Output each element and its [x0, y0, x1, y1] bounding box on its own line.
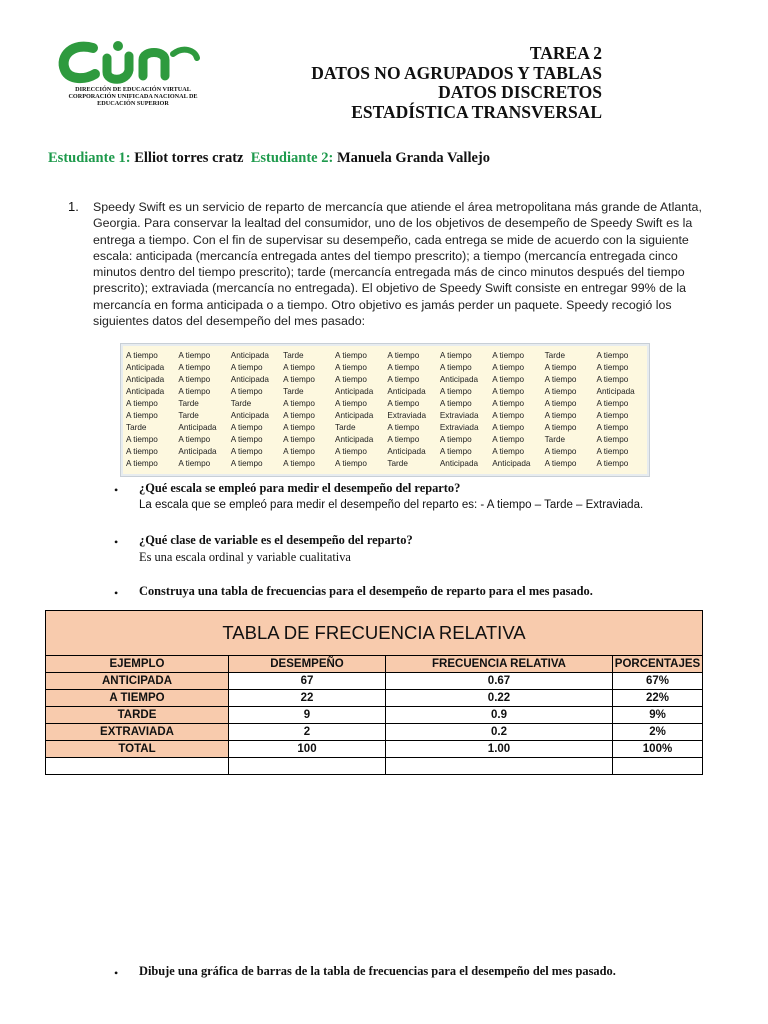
data-table-cell: A tiempo — [283, 399, 315, 408]
data-table-cell: Anticipada — [596, 387, 635, 396]
data-table-cell: A tiempo — [283, 459, 315, 468]
data-table-cell: A tiempo — [544, 423, 577, 432]
data-table-cell: A tiempo — [596, 435, 629, 444]
data-table-cell: A tiempo — [596, 411, 629, 420]
data-table-cell: A tiempo — [178, 387, 211, 396]
data-table-cell: A tiempo — [492, 387, 525, 396]
row-label: EXTRAVIADA — [46, 724, 229, 741]
question-text: Speedy Swift es un servicio de reparto de mercancía que atiende el área metropolitana más grande de Atlanta, Georgia. Para conservar la lealtad del consumidor, uno de los objetivos de desempeño de Speedy Swift es la entrega a tiempo. Con el fin de supervisar su desempeño, cada entrega se mide de acuerdo con la siguiente escala: anticipada (mercancía entregada antes del tiempo prescrito); a tiempo (mercancía entregada cinco minutos dentro del tiempo prescrito); tarde (mercancía entregada más de cinco minutos después del tiempo prescrito); extraviada (mercancía no entregada). El objetivo de Speedy Swift consiste en entregar 99% de la mercancía en forma anticipada o a tiempo. Otro objetivo es jamás perder un paquete. Speedy recogió los siguientes datos del desempeño del mes pasado: — [93, 200, 702, 329]
data-table-cell: Anticipada — [335, 411, 374, 420]
data-table-row — [126, 410, 649, 422]
data-table-cell: A tiempo — [544, 375, 577, 384]
data-table-cell: A tiempo — [544, 447, 577, 456]
data-table-cell: A tiempo — [230, 363, 263, 372]
data-table-cell: A tiempo — [439, 447, 472, 456]
data-table-row — [126, 386, 649, 398]
data-table-cell: A tiempo — [126, 435, 158, 444]
title-line: TAREA 2 — [529, 43, 602, 63]
data-table-cell: Tarde — [387, 459, 408, 468]
header-cell: EJEMPLO — [46, 656, 229, 673]
data-table-cell: Tarde — [126, 423, 147, 432]
data-table-cell: Anticipada — [126, 375, 165, 384]
data-table-cell: Tarde — [178, 399, 199, 408]
data-table-cell: Anticipada — [335, 387, 374, 396]
cell: 0.67 — [386, 673, 613, 690]
header-cell: PORCENTAJES — [613, 656, 703, 673]
data-table-cell: A tiempo — [596, 375, 629, 384]
student2-label: Estudiante 2: — [250, 150, 334, 166]
data-table-cell: A tiempo — [387, 423, 420, 432]
data-table-cell: A tiempo — [544, 459, 577, 468]
cell: 2 — [229, 724, 386, 741]
data-table-cell: A tiempo — [492, 423, 525, 432]
data-table-cell: Anticipada — [126, 387, 165, 396]
data-table-cell: A tiempo — [544, 399, 577, 408]
data-table-cell: A tiempo — [387, 363, 420, 372]
data-table-cell: Anticipada — [230, 351, 269, 360]
question-number: 1. — [68, 199, 79, 214]
cell — [46, 758, 229, 775]
data-table-row — [126, 422, 649, 434]
student1-name: Elliot torres cratz — [134, 150, 244, 166]
frequency-table — [45, 610, 703, 775]
data-table-cell: A tiempo — [492, 363, 525, 372]
data-table-cell: Anticipada — [230, 375, 269, 384]
data-table-cell: Anticipada — [335, 435, 374, 444]
table-row — [46, 673, 703, 690]
bullet-icon: • — [114, 535, 119, 549]
data-table-cell: A tiempo — [283, 411, 315, 420]
data-table-cell: A tiempo — [492, 411, 525, 420]
data-table-cell: A tiempo — [439, 399, 472, 408]
data-table-cell: A tiempo — [544, 387, 577, 396]
answer-variable: Es una escala ordinal y variable cualitativa — [139, 550, 351, 564]
cell: 0.9 — [386, 707, 613, 724]
data-table-cell: Anticipada — [178, 447, 217, 456]
data-table-cell: A tiempo — [335, 447, 367, 456]
data-table-row — [126, 350, 649, 362]
row-label: A TIEMPO — [46, 690, 229, 707]
data-table-cell: Tarde — [283, 351, 304, 360]
table-row — [46, 724, 703, 741]
data-table-cell: A tiempo — [387, 375, 420, 384]
data-table-cell: A tiempo — [126, 447, 158, 456]
data-table-row — [126, 458, 649, 470]
cell — [386, 758, 613, 775]
header-cell: DESEMPEÑO — [229, 656, 386, 673]
title-line: ESTADÍSTICA TRANSVERSAL — [351, 101, 602, 122]
data-table-cell: A tiempo — [544, 411, 577, 420]
data-table-cell: A tiempo — [596, 351, 629, 360]
row-label: TOTAL — [46, 741, 229, 758]
data-table-cell: A tiempo — [439, 435, 472, 444]
data-table-cell: A tiempo — [492, 351, 525, 360]
frequency-table-header — [46, 656, 703, 673]
delivery-data-table — [120, 343, 650, 477]
data-table-cell: A tiempo — [335, 459, 367, 468]
cell: 0.2 — [386, 724, 613, 741]
title-line: DATOS DISCRETOS — [438, 82, 602, 102]
data-table-cell: A tiempo — [335, 399, 367, 408]
data-table-cell: Anticipada — [387, 447, 426, 456]
students-line — [48, 150, 490, 167]
data-table-cell: Anticipada — [492, 459, 531, 468]
data-table-cell: A tiempo — [178, 363, 211, 372]
data-table-cell: A tiempo — [126, 459, 158, 468]
data-table-cell: A tiempo — [492, 375, 525, 384]
bullet-icon: • — [114, 483, 119, 497]
data-table-cell: A tiempo — [126, 351, 158, 360]
data-table-cell: A tiempo — [230, 447, 263, 456]
cell: 100% — [613, 741, 703, 758]
data-table-cell: Tarde — [544, 435, 566, 444]
data-table-cell: A tiempo — [596, 423, 629, 432]
data-table-cell: A tiempo — [492, 399, 525, 408]
data-table-cell: A tiempo — [387, 435, 420, 444]
data-table-cell: A tiempo — [178, 435, 211, 444]
data-table-cell: A tiempo — [178, 375, 211, 384]
question-frequency-table: Construya una tabla de frecuencias para el desempeño de reparto para el mes pasado. — [139, 584, 593, 598]
data-table-cell: Anticipada — [439, 459, 479, 468]
data-table-cell: A tiempo — [178, 459, 211, 468]
data-table-cell: A tiempo — [230, 435, 263, 444]
data-table-cell: Extraviada — [439, 423, 479, 432]
question-variable: ¿Qué clase de variable es el desempeño del reparto? — [139, 533, 413, 547]
data-table-cell: A tiempo — [492, 435, 525, 444]
data-table-cell: A tiempo — [283, 423, 315, 432]
data-table-cell: A tiempo — [230, 387, 263, 396]
data-table-cell: Anticipada — [387, 387, 426, 396]
data-table-row — [126, 362, 649, 374]
cell: 67% — [613, 673, 703, 690]
answer-scale: La escala que se empleó para medir el desempeño del reparto es: - A tiempo – Tarde – Extraviada. — [139, 499, 644, 511]
table-row — [46, 707, 703, 724]
data-table-cell: A tiempo — [596, 447, 629, 456]
student2-name: Manuela Granda Vallejo — [336, 150, 491, 166]
data-table-cell: Anticipada — [230, 411, 269, 420]
data-table-cell: Anticipada — [126, 363, 165, 372]
data-table-cell: A tiempo — [596, 399, 629, 408]
question-scale: ¿Qué escala se empleó para medir el desempeño del reparto? — [139, 481, 461, 495]
question-bar-chart: Dibuje una gráfica de barras de la tabla de frecuencias para el desempeño del mes pasado. — [139, 964, 616, 978]
cell: 22% — [613, 690, 703, 707]
bullet-icon: • — [114, 586, 119, 600]
frequency-table-title: TABLA DE FRECUENCIA RELATIVA — [46, 611, 703, 656]
data-table-cell: Extraviada — [439, 411, 479, 420]
data-table-cell: A tiempo — [439, 363, 472, 372]
data-table-cell: Anticipada — [178, 423, 217, 432]
cell: 100 — [229, 741, 386, 758]
table-row-total — [46, 741, 703, 758]
title-line: DATOS NO AGRUPADOS Y TABLAS — [311, 62, 602, 83]
data-table-row — [126, 374, 649, 386]
data-table-cell: Tarde — [178, 411, 199, 420]
data-table-cell: A tiempo — [283, 447, 315, 456]
data-table-cell: A tiempo — [283, 435, 315, 444]
cell: 22 — [229, 690, 386, 707]
data-table-cell: A tiempo — [439, 387, 472, 396]
document-title — [311, 44, 602, 122]
cell: 0.22 — [386, 690, 613, 707]
student1-label: Estudiante 1: — [48, 150, 131, 166]
data-table-cell: A tiempo — [492, 447, 525, 456]
data-table-row — [126, 434, 649, 446]
cell: 2% — [613, 724, 703, 741]
bullet-icon: • — [114, 966, 119, 980]
cell: 9% — [613, 707, 703, 724]
data-table-cell: A tiempo — [230, 423, 263, 432]
table-row — [46, 690, 703, 707]
cell — [229, 758, 386, 775]
data-table-cell: A tiempo — [596, 363, 629, 372]
delivery-data-grid — [126, 350, 649, 470]
row-label: ANTICIPADA — [46, 673, 229, 690]
data-table-row — [126, 446, 649, 458]
data-table-cell: A tiempo — [335, 375, 367, 384]
data-table-cell: A tiempo — [230, 459, 263, 468]
cell: 67 — [229, 673, 386, 690]
data-table-cell: A tiempo — [387, 351, 420, 360]
data-table-cell: A tiempo — [335, 351, 367, 360]
row-label: TARDE — [46, 707, 229, 724]
data-table-cell: Tarde — [335, 423, 356, 432]
data-table-cell: A tiempo — [387, 399, 420, 408]
cell: 1.00 — [386, 741, 613, 758]
data-table-cell: A tiempo — [596, 459, 629, 468]
data-table-cell: A tiempo — [126, 399, 158, 408]
table-row-empty — [46, 758, 703, 775]
data-table-cell: Tarde — [283, 387, 304, 396]
logo-caption: DIRECCIÓN DE EDUCACIÓN VIRTUAL CORPORACIÓN UNIFICADA NACIONAL DE EDUCACIÓN SUPERIOR — [68, 86, 198, 107]
data-table-cell: A tiempo — [544, 363, 577, 372]
data-table-row — [126, 398, 649, 410]
header-cell: FRECUENCIA RELATIVA — [386, 656, 613, 673]
data-table-cell: A tiempo — [126, 411, 158, 420]
data-table-cell: Extraviada — [387, 411, 427, 420]
data-table-cell: A tiempo — [439, 351, 472, 360]
data-table-cell: A tiempo — [335, 363, 367, 372]
data-table-cell: A tiempo — [178, 351, 211, 360]
data-table-cell: Tarde — [230, 399, 252, 408]
data-table-cell: Anticipada — [439, 375, 479, 384]
data-table-cell: A tiempo — [283, 375, 315, 384]
data-table-cell: Tarde — [544, 351, 566, 360]
data-table-cell: A tiempo — [283, 363, 315, 372]
cell — [613, 758, 703, 775]
cell: 9 — [229, 707, 386, 724]
